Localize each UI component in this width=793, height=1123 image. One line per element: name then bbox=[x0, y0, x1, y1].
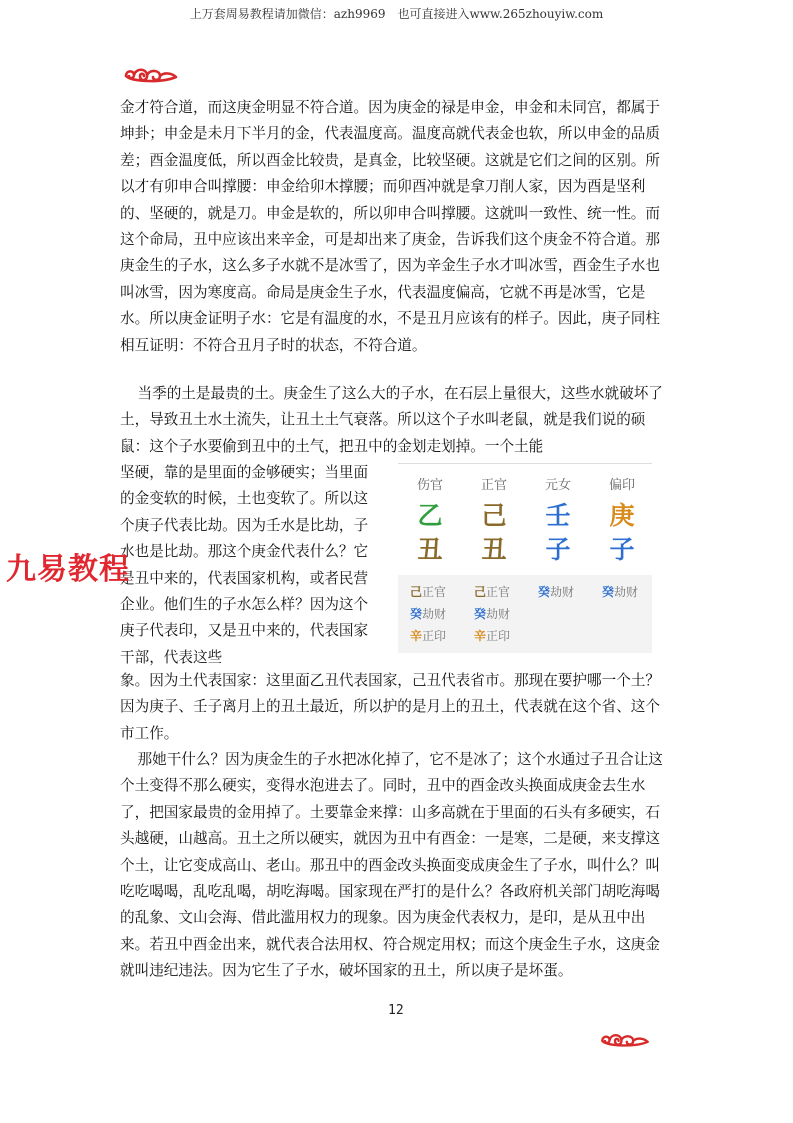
page-number: 12 bbox=[388, 1003, 404, 1018]
ten-god-label: 正官 bbox=[480, 478, 507, 493]
bazi-chart bbox=[398, 463, 652, 653]
hidden-stem-char: 辛 bbox=[474, 629, 487, 643]
hidden-stem-god: 劫财 bbox=[422, 607, 447, 621]
paragraph-2c bbox=[120, 668, 668, 747]
hidden-stem-char: 癸 bbox=[410, 607, 423, 621]
ten-god-label: 伤官 bbox=[416, 478, 443, 493]
hidden-stem-col-1 bbox=[410, 581, 446, 647]
page-header: 上万套周易教程请加微信：azh9969 也可直接进入www.265zhouyiw.com bbox=[189, 7, 604, 21]
hidden-stem-col-4 bbox=[602, 581, 638, 603]
hidden-stem-char: 己 bbox=[410, 585, 423, 599]
hidden-stems bbox=[398, 575, 652, 653]
hidden-stem-char: 己 bbox=[474, 585, 487, 599]
hidden-stem-god: 正印 bbox=[422, 629, 447, 643]
ten-god-label: 偏印 bbox=[608, 478, 635, 493]
cloud-ornament-icon bbox=[122, 64, 180, 86]
hidden-stem-col-2 bbox=[474, 581, 510, 647]
hidden-stem-col-3 bbox=[538, 581, 574, 603]
earthly-branch: 子 bbox=[609, 535, 635, 564]
paragraph-2b bbox=[120, 460, 382, 671]
hidden-stem-god: 正印 bbox=[486, 629, 511, 643]
paragraph-2c-text: 象。因为土代表国家：这里面乙丑代表国家，己丑代表省市。那现在要护哪一个土？因为庚子、壬子离月上的丑土最近，所以护的是月上的丑土，代表就在这个省、这个市工作。 bbox=[120, 672, 660, 742]
hidden-stem-god: 正官 bbox=[486, 585, 511, 599]
paragraph-3-text: 那她干什么？因为庚金生的子水把冰化掉了，它不是冰了；这个水通过子丑合让这个土变得不那么硬实，变得水泡进去了。同时，丑中的酉金改头换面成庚金去生水了，把国家最贵的金用掉了。土要靠金来撑：山多高就在于里面的石头有多硬实，石头越硬，山越高。丑土之所以硬实，就因为丑中有酉金：一是寒，二是硬，来支撑这个土，让它变成高山、老山。那丑中的酉金改头换面变成庚金生了子水，叫什么？叫吃吃喝喝，乱吃乱喝，胡吃海喝。国家现在严打的是什么？各政府机关部门胡吃海喝的乱象、文山会海、借此滥用权力的现象。因为庚金代表权力，是印，是从丑中出来。若丑中酉金出来，就代表合法用权、符合规定用权；而这个庚金生子水，这庚金就叫违纪违法。因为它生了子水，破坏国家的丑土，所以庚子是坏蛋。 bbox=[120, 751, 663, 980]
cloud-ornament-icon bbox=[598, 1030, 652, 1050]
paragraph-2a bbox=[120, 381, 668, 460]
earthly-branch: 子 bbox=[545, 535, 571, 564]
heavenly-stem: 乙 bbox=[417, 501, 443, 530]
earthly-branch: 丑 bbox=[417, 535, 443, 564]
heavenly-stem: 壬 bbox=[545, 501, 571, 530]
watermark-text: 九易教程 bbox=[6, 552, 130, 587]
paragraph-2b-text: 坚硬，靠的是里面的金够硬实；当里面的金变软的时候，土也变软了。所以这个庚子代表比劫。因为壬水是比劫，子水也是比劫。那这个庚金代表什么？它是丑中来的，代表国家机构，或者民营企业。他们生的子水怎么样？因为这个庚子代表印，又是丑中来的，代表国家干部，代表这些 bbox=[120, 464, 369, 666]
paragraph-3 bbox=[120, 747, 668, 985]
paragraph-1-text: 金才符合道，而这庚金明显不符合道。因为庚金的禄是申金，申金和未同宫，都属于坤卦；申金是未月下半月的金，代表温度高。温度高就代表金也软，所以申金的品质差；酉金温度低，所以酉金比较贵，是真金，比较坚硬。这就是它们之间的区别。所以才有卯申合叫撑腰：申金给卯木撑腰；而卯酉冲就是拿刀削人家，因为酉是坚利的、坚硬的，就是刀。申金是软的，所以卯申合叫撑腰。这就叫一致性、统一性。而这个命局，丑中应该出来辛金，可是却出来了庚金，告诉我们这个庚金不符合道。那庚金生的子水，这么多子水就不是冰雪了，因为辛金生子水才叫冰雪，酉金生子水也叫冰雪，因为寒度高。命局是庚金生子水，代表温度偏高，它就不再是冰雪，它是水。所以庚金证明子水：它是有温度的水，不是丑月应该有的样子。因此，庚子同柱相互证明：不符合丑月子时的状态，不符合道。 bbox=[120, 99, 660, 354]
hidden-stem-char: 辛 bbox=[410, 629, 423, 643]
hidden-stem-char: 癸 bbox=[602, 585, 615, 599]
heavenly-stem: 己 bbox=[481, 501, 507, 530]
earthly-branch: 丑 bbox=[481, 535, 507, 564]
hidden-stem-god: 正官 bbox=[422, 585, 447, 599]
paragraph-1 bbox=[120, 95, 668, 359]
paragraph-2a-text: 当季的土是最贵的土。庚金生了这么大的子水，在石层上量很大，这些水就破坏了土，导致丑土水土流失，让丑土土气衰落。所以这个子水叫老鼠，就是我们说的硕鼠：这个子水要偷到丑中的土气，把丑中的金划走划掉。一个土能 bbox=[120, 385, 663, 455]
hidden-stem-god: 劫财 bbox=[550, 585, 575, 599]
heavenly-stem: 庚 bbox=[609, 501, 635, 530]
hidden-stem-god: 劫财 bbox=[614, 585, 639, 599]
bazi-pillars bbox=[398, 463, 652, 572]
hidden-stem-char: 癸 bbox=[474, 607, 487, 621]
ten-god-label: 元女 bbox=[544, 478, 571, 493]
hidden-stem-god: 劫财 bbox=[486, 607, 511, 621]
hidden-stem-char: 癸 bbox=[538, 585, 551, 599]
